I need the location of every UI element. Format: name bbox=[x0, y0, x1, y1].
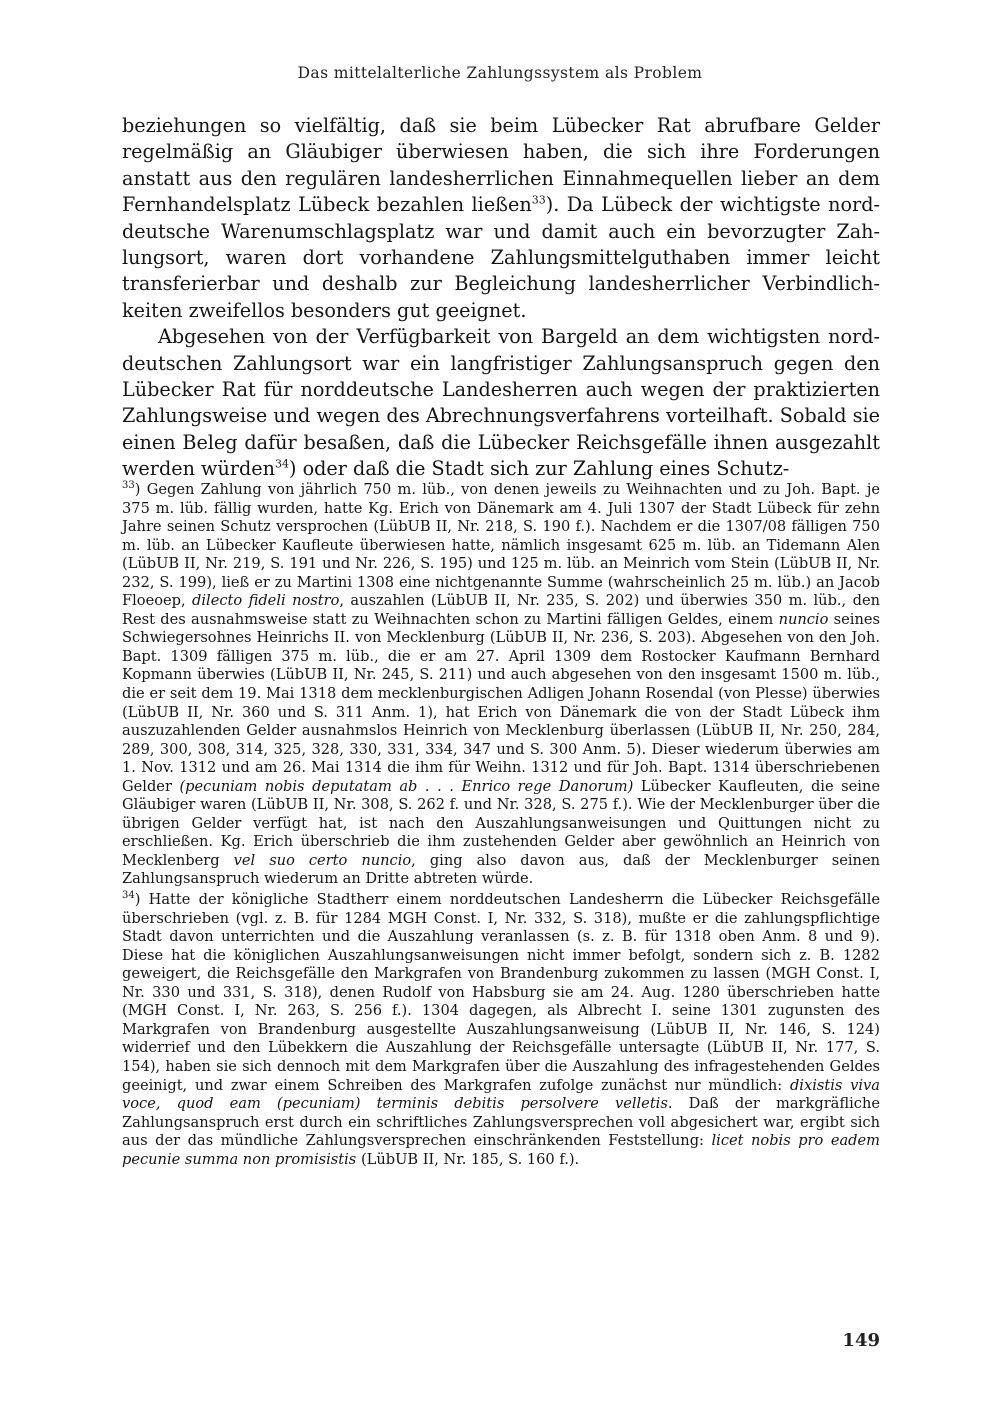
footnote bbox=[122, 891, 880, 1169]
latin-quote: vel suo certo nuncio bbox=[233, 851, 412, 869]
footnote-number: 33 bbox=[122, 480, 135, 492]
text-run: ) Gegen Zahlung von jährlich 750 m. lüb., von denen jeweils zu Weihnachten und zu Joh. Bapt. je 375 m. lüb. fällig wurden, hatte Kg. Erich von Dänemark am 4. Juli 1307 der Stadt Lübeck für zehn Jahre seinen Schutz versprochen (LübUB II, Nr. 218, S. 190 f.). Nachdem er die 1307/08 fälligen 750 m. lüb. an Lübecker Kaufleute überwiesen hatte, nämlich insgesamt 625 m. lüb. an Tidemann Alen (LübUB II, Nr. 219, S. 191 und Nr. 226, S. 195) und 125 m. lüb. an Meinrich vom Stein (LübUB II, Nr. 232, S. 199), ließ er zu Martini 1308 eine nichtgenannte Summe (wahrscheinlich 25 m. lüb.) an Jacob Floeoep, bbox=[122, 481, 880, 610]
latin-quote: licet nobis pro eadem pecunie summa non promisistis bbox=[122, 1132, 880, 1168]
body-paragraph bbox=[122, 324, 880, 482]
latin-quote: dixistis viva voce, quod eam (pecuniam) terminis debitis persolvere velletis bbox=[122, 1076, 881, 1113]
page-number: 149 bbox=[842, 1330, 880, 1351]
footnote-reference: 33 bbox=[531, 193, 546, 207]
text-run: , ging also davon aus, daß der Mecklenburger seinen Zahlungsanspruch wiederum an Dritte abtreten würde. bbox=[122, 851, 880, 888]
text-run: beziehungen so vielfältig, daß sie beim Lübecker Rat abrufbare Gelder regelmäßig an Gläubiger überwiesen haben, die sich ihre Forderungen anstatt aus den regulären landesherrlichen Einnahmequellen lieber an dem Fernhandelsplatz Lübeck bezahlen ließen bbox=[122, 114, 880, 217]
latin-quote: nuncio bbox=[778, 610, 829, 628]
text-run: . Daß der markgräfliche Zahlungsanspruch erst durch ein schriftliches Zahlungsversprechen voll abgesichert war, ergibt sich aus der das mündliche Zahlungsversprechen einschränkenden Feststellung: bbox=[122, 1095, 880, 1150]
running-title: Das mittelalterliche Zahlungssystem als Problem bbox=[297, 64, 703, 82]
text-run: Abgesehen von der Verfügbarkeit von Bargeld an dem wichtigsten norddeutschen Zahlungsort war ein langfristiger Zahlungsanspruch gegen den Lübecker Rat für norddeutsche Landesherren auch wegen der praktizierten Zahlungsweise und wegen des Abrechnungsverfahrens vorteilhaft. Sobald sie einen Beleg dafür besaßen, daß die Lübecker Reichsgefälle ihnen ausgezahlt werden würden bbox=[122, 325, 880, 481]
body-paragraph bbox=[122, 113, 880, 324]
text-run: (LübUB II, Nr. 185, S. 160 f.). bbox=[356, 1150, 580, 1168]
footnote bbox=[122, 481, 880, 889]
footnote-reference: 34 bbox=[275, 457, 289, 471]
text-run: Lübecker Kaufleuten, die seine Gläubiger waren (LübUB II, Nr. 308, S. 262 f. und Nr. 328, S. 275 f.). Wie der Mecklenburger über die übrigen Gelder verfügt hat, ist nach den Auszahlungsanweisungen und Quittungen nicht zu erschließen. Kg. Erich überschrieb die ihm zustehenden Gelder aber gewöhnlich an Heinrich von Mecklenberg bbox=[122, 777, 880, 869]
footnote-number: 34 bbox=[122, 890, 135, 902]
main-text bbox=[122, 113, 880, 483]
text-run: , auszahlen (LübUB II, Nr. 235, S. 202) und überwies 350 m. lüb., den Rest des ausnahmsweise statt zu Weihnachten schon zu Martini fälligen Geldes, einem bbox=[122, 592, 880, 628]
text-run: ) Hatte der königliche Stadtherr einem norddeutschen Landesherrn die Lübecker Reichsgefälle überschrieben (vgl. z. B. für 1284 MGH Const. I, Nr. 332, S. 318), mußte er die zahlungspflichtige Stadt davon unterrichten und die Auszahlung veranlassen (s. z. B. für 1318 oben Anm. 8 und 9). Diese hat die königlichen Auszahlungsanweisungen nicht immer befolgt, sondern sich z. B. 1282 geweigert, die Reichsgefälle den Markgrafen von Brandenburg zukommen zu lassen (MGH Const. I, Nr. 330 und 331, S. 318), denen Rudolf von Habsburg sie am 24. Aug. 1280 überschrieben hatte (MGH Const. I, Nr. 263, S. 256 f.). 1304 dagegen, als Albrecht I. seine 1301 zugunsten des Markgrafen von Brandenburg ausgestellte Auszahlungsanweisung (LübUB II, Nr. 146, S. 124) widerrief und den Lübekkern die Auszahlung der Reichsgefälle untersagte (LübUB II, Nr. 177, S. 154), haben sie sich dennoch mit dem Markgrafen über die Auszahlung des infragestehenden Geldes geeinigt, und zwar einem Schreiben des Markgrafen zufolge zunächst nur mündlich: bbox=[122, 891, 880, 1094]
text-run: ) oder daß die Stadt sich zur Zahlung eines Schutz- bbox=[289, 457, 790, 481]
text-run: seines Schwiegersohnes Heinrichs II. von Mecklenburg (LübUB II, Nr. 236, S. 203). Abgesehen von den Joh. Bapt. 1309 fälligen 375 m. lüb., die er am 27. April 1309 dem Rostocker Kaufmann Bernhard Kopmann überwies (LübUB II, Nr. 245, S. 211) und auch abgesehen von den insgesamt 1500 m. lüb., die er seit dem 19. Mai 1318 dem mecklenburgischen Adligen Johann Rosendal (von Plesse) überwies (LübUB II, Nr. 360 und S. 311 Anm. 1), hat Erich von Dänemark die von der Stadt Lübeck ihm auszuzahlenden Gelder ausnahmslos Heinrich von Mecklenburg überlassen (LübUB II, Nr. 250, 284, 289, 300, 308, 314, 325, 328, 330, 331, 334, 347 und S. 300 Anm. 5). Dieser wiederum überwies am 1. Nov. 1312 und am 26. Mai 1314 die ihm für Weihn. 1312 und für Joh. Bapt. 1314 überschriebenen Gelder bbox=[122, 610, 881, 795]
footnotes bbox=[122, 481, 880, 1171]
latin-quote: (pecuniam nobis deputatam ab . . . Enrico rege Danorum) bbox=[179, 777, 634, 795]
latin-quote: dilecto fideli nostro bbox=[192, 592, 340, 610]
text-run: ). Da Lübeck der wichtigste norddeutsche Warenumschlagsplatz war und damit auch ein bevorzugter Zahlungsort, waren dort vorhandene Zahlungsmittelguthaben immer leicht transferierbar und deshalb zur Begleichung landesherrlicher Verbindlichkeiten zweifellos besonders gut geeignet. bbox=[122, 193, 880, 322]
